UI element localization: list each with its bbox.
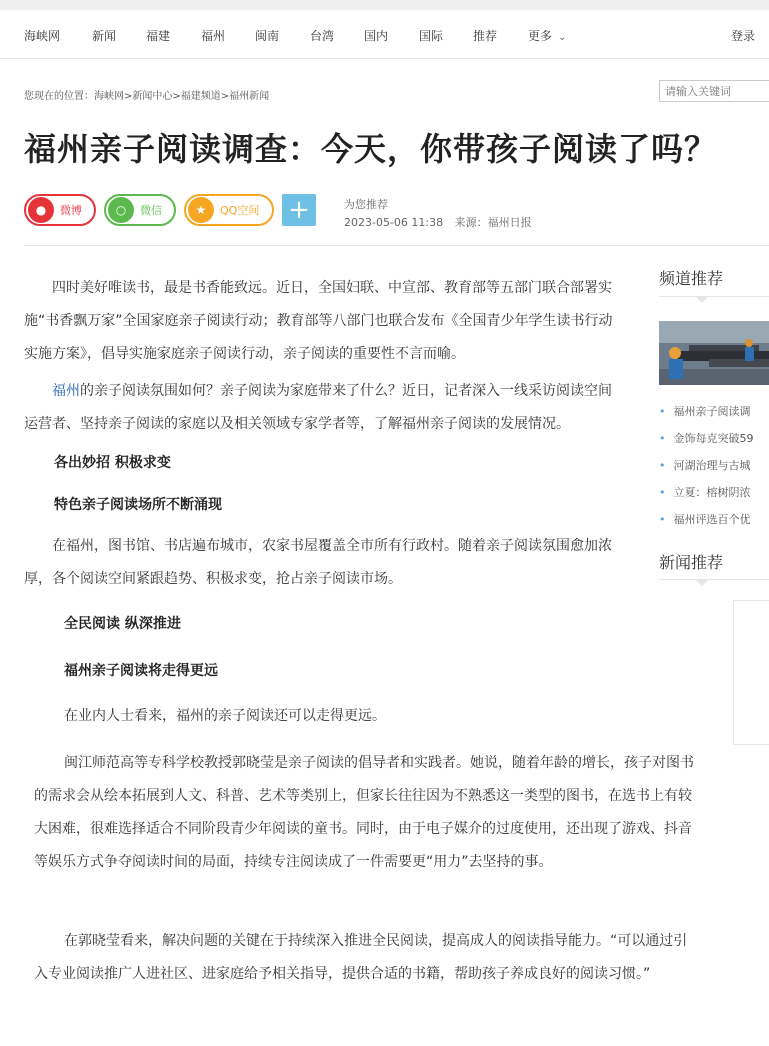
list-item-label: 福州亲子阅读调 (673, 405, 751, 418)
share-qzone-label: QQ空间 (220, 204, 260, 217)
paragraph-2 (24, 375, 624, 441)
nav-item-fujian[interactable]: 福建 (146, 29, 171, 43)
share-weibo-button[interactable] (24, 194, 96, 226)
nav-item-recommend[interactable]: 推荐 (473, 29, 498, 43)
nav-item-news[interactable]: 新闻 (92, 29, 117, 43)
nav-item-minnan[interactable]: 闽南 (255, 29, 280, 43)
article-source: 来源：福州日报 (454, 216, 532, 229)
nav-item-more[interactable] (528, 27, 566, 44)
breadcrumb-item-fujian[interactable]: 福建频道 (180, 91, 221, 102)
factory-photo (659, 321, 769, 385)
breadcrumb-item-news-center[interactable]: 新闻中心 (132, 91, 173, 102)
paragraph-intro: 四时美好唯读书，最是书香能致远。近日，全国妇联、中宣部、教育部等五部门联合部署实施“书香飘万家”全国家庭亲子阅读行动；教育部等八部门也联合发布《全国青少年学生读书行动实施方案》，倡导实施家庭亲子阅读行动，亲子阅读的重要性不言而喻。 (24, 280, 613, 362)
list-item-label: 福州评选百个优 (673, 513, 751, 526)
bullet-icon: • (659, 405, 666, 418)
list-item[interactable] (659, 398, 769, 425)
heading-3: 全民阅读 纵深推进 (64, 616, 181, 632)
breadcrumb-sep: > (220, 91, 230, 102)
bullet-icon: • (659, 486, 666, 499)
nav-item-fuzhou[interactable]: 福州 (201, 29, 226, 43)
nav-item-taiwan[interactable]: 台湾 (310, 29, 335, 43)
star-icon: ★ (188, 197, 214, 223)
share-more-button[interactable] (282, 194, 316, 226)
chevron-down-icon: ⌄ (558, 32, 567, 43)
search-input[interactable] (659, 80, 769, 102)
paragraph-5: 闽江师范高等专科学校教授郭晓莹是亲子阅读的倡导者和实践者。她说，随着年龄的增长，孩子对图书的需求会从绘本拓展到人文、科普、艺术等类别上，但家长往往因为不熟悉这一类型的图书，在选书上有较大困难，很难选择适合不同阶段青少年阅读的童书。同时，由于电子媒介的过度使用，还出现了游戏、抖音等娱乐方式争夺阅读时间的局面，持续专注阅读成了一件需要更“用力”去坚持的事。 (34, 755, 694, 870)
link-fuzhou[interactable]: 福州 (52, 383, 80, 399)
list-item[interactable] (659, 425, 769, 452)
channel-recommend-title: 频道推荐 (659, 269, 724, 288)
bullet-icon: • (659, 513, 666, 526)
breadcrumb-item-fuzhou-news[interactable]: 福州新闻 (229, 91, 270, 102)
featured-image[interactable] (659, 321, 769, 385)
paragraph-6: 在郭晓莹看来，解决问题的关键在于持续深入推进全民阅读，提高成人的阅读指导能力。“可以通过引入专业阅读推广人进社区、进家庭给予相关指导，提供合适的书籍，帮助孩子养成良好的阅读习惯。” (34, 933, 688, 982)
nav-item-international[interactable]: 国际 (419, 29, 444, 43)
wechat-icon: ○ (108, 197, 134, 223)
share-wechat-label: 微信 (140, 204, 162, 217)
plus-icon: + (288, 195, 310, 225)
bullet-icon: • (659, 459, 666, 472)
paragraph-4: 在业内人士看来，福州的亲子阅读还可以走得更远。 (64, 708, 386, 724)
news-recommend-title: 新闻推荐 (659, 553, 724, 572)
recommend-label: 为您推荐 (344, 198, 388, 211)
weibo-icon: ● (28, 197, 54, 223)
bullet-icon: • (659, 432, 666, 445)
heading-2: 特色亲子阅读场所不断涌现 (54, 497, 222, 513)
list-item[interactable] (659, 452, 769, 479)
nav-item-domestic[interactable]: 国内 (364, 29, 389, 43)
list-item-label: 金饰每克突破59 (673, 432, 754, 445)
share-weibo-label: 微博 (60, 204, 82, 217)
breadcrumb-sep: > (124, 91, 133, 102)
list-item-label: 河湖治理与古城 (673, 459, 751, 472)
divider (24, 245, 769, 246)
breadcrumb-prefix: 您现在的位置： (24, 91, 94, 102)
channel-divider-tick (696, 297, 708, 303)
channel-recommend-list (659, 398, 769, 533)
breadcrumb-item-home[interactable]: 海峡网 (94, 91, 124, 102)
publish-date: 2023-05-06 11:38 (344, 216, 444, 229)
nav-item-home[interactable]: 海峡网 (24, 29, 61, 43)
list-item-label: 立夏：榕树阴浓 (673, 486, 751, 499)
breadcrumb (24, 87, 269, 102)
channel-divider (659, 296, 769, 297)
breadcrumb-sep: > (172, 91, 181, 102)
login-link[interactable]: 登录 (731, 29, 756, 43)
paragraph-2-text: 的亲子阅读氛围如何？亲子阅读为家庭带来了什么？近日，记者深入一线采访阅读空间运营者、坚持亲子阅读的家庭以及相关领域专家学者等，了解福州亲子阅读的发展情况。 (24, 383, 612, 432)
share-wechat-button[interactable] (104, 194, 176, 226)
top-nav (0, 10, 769, 59)
nav-more-label: 更多 (528, 29, 553, 43)
heading-1: 各出妙招 积极求变 (54, 455, 171, 471)
list-item[interactable] (659, 506, 769, 533)
news-divider (659, 579, 769, 580)
share-qzone-button[interactable] (184, 194, 274, 226)
article-meta (344, 214, 540, 230)
heading-4: 福州亲子阅读将走得更远 (64, 663, 218, 679)
news-divider-tick (696, 580, 708, 586)
paragraph-3: 在福州，图书馆、书店遍布城市，农家书屋覆盖全市所有行政村。随着亲子阅读氛围愈加浓厚，各个阅读空间紧跟趋势、积极求变，抢占亲子阅读市场。 (24, 538, 612, 587)
list-item[interactable] (659, 479, 769, 506)
page-title: 福州亲子阅读调查：今天，你带孩子阅读了吗？ (24, 130, 718, 168)
news-recommend-box (733, 600, 769, 745)
top-bar (0, 0, 769, 10)
